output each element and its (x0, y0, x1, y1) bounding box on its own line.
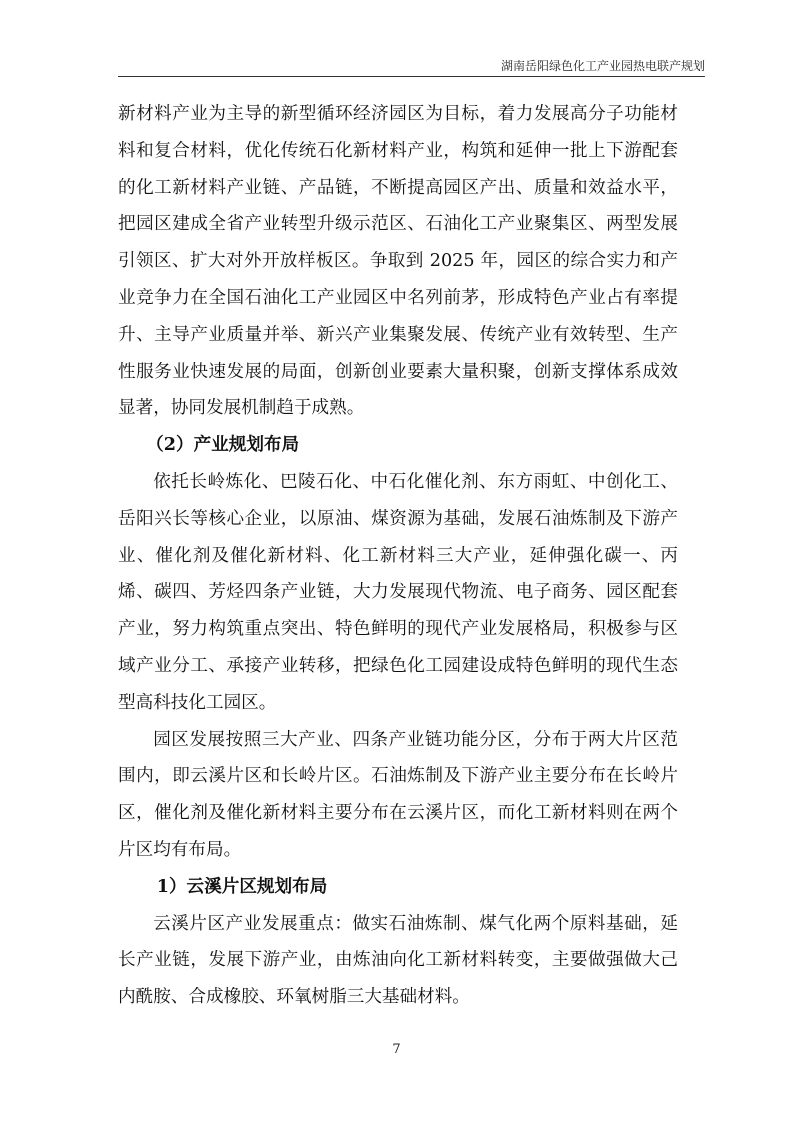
header-rule (118, 76, 705, 77)
paragraph-yunxi-focus: 云溪片区产业发展重点：做实石油炼制、煤气化两个原料基础，延长产业链，发展下游产业，由炼油向化工新材料转变，主要做强做大己内酰胺、合成橡胶、环氧树脂三大基础材料。 (118, 913, 678, 1008)
paragraph-continued: 新材料产业为主导的新型循环经济园区为目标，着力发展高分子功能材料和复合材料，优化传统石化新材料产业，构筑和延伸一批上下游配套的化工新材料产业链、产品链，不断提高园区产出、质量和效益水平，把园区建成全省产业转型升级示范区、石油化工产业聚集区、两型发展引领区、扩大对外开放样板区。争取到 2025 年，园区的综合实力和产业竞争力在全国石油化工产业园区中名列前茅，形成特色产业占有率提升、主导产业质量并举、新兴产业集聚发展、传统产业有效转型、生产性服务业快速发展的局面，创新创业要素大量积聚，创新支撑体系成效显著，协同发展机制趋于成熟。 (118, 104, 678, 419)
subsection-heading-yunxi: 1）云溪片区规划布局 (156, 875, 328, 897)
page-number: 7 (392, 1042, 401, 1057)
running-header: 湖南岳阳绿色化工产业园热电联产规划 (500, 59, 705, 73)
paragraph-zoning: 园区发展按照三大产业、四条产业链功能分区，分布于两大片区范围内，即云溪片区和长岭片区。石油炼制及下游产业主要分布在长岭片区，催化剂及催化新材料主要分布在云溪片区，而化工新材料则在两个片区均有布局。 (118, 729, 678, 860)
paragraph-core-enterprises: 依托长岭炼化、巴陵石化、中石化催化剂、东方雨虹、中创化工、岳阳兴长等核心企业，以原油、煤资源为基础，发展石油炼制及下游产业、催化剂及催化新材料、化工新材料三大产业，延伸强化碳一、丙烯、碳四、芳烃四条产业链，大力发展现代物流、电子商务、园区配套产业，努力构筑重点突出、特色鲜明的现代产业发展格局，积极参与区域产业分工、承接产业转移，把绿色化工园建设成特色鲜明的现代生态型高科技化工园区。 (118, 471, 678, 713)
document-body (118, 96, 678, 1016)
section-heading-industry-layout: （2）产业规划布局 (146, 434, 300, 456)
